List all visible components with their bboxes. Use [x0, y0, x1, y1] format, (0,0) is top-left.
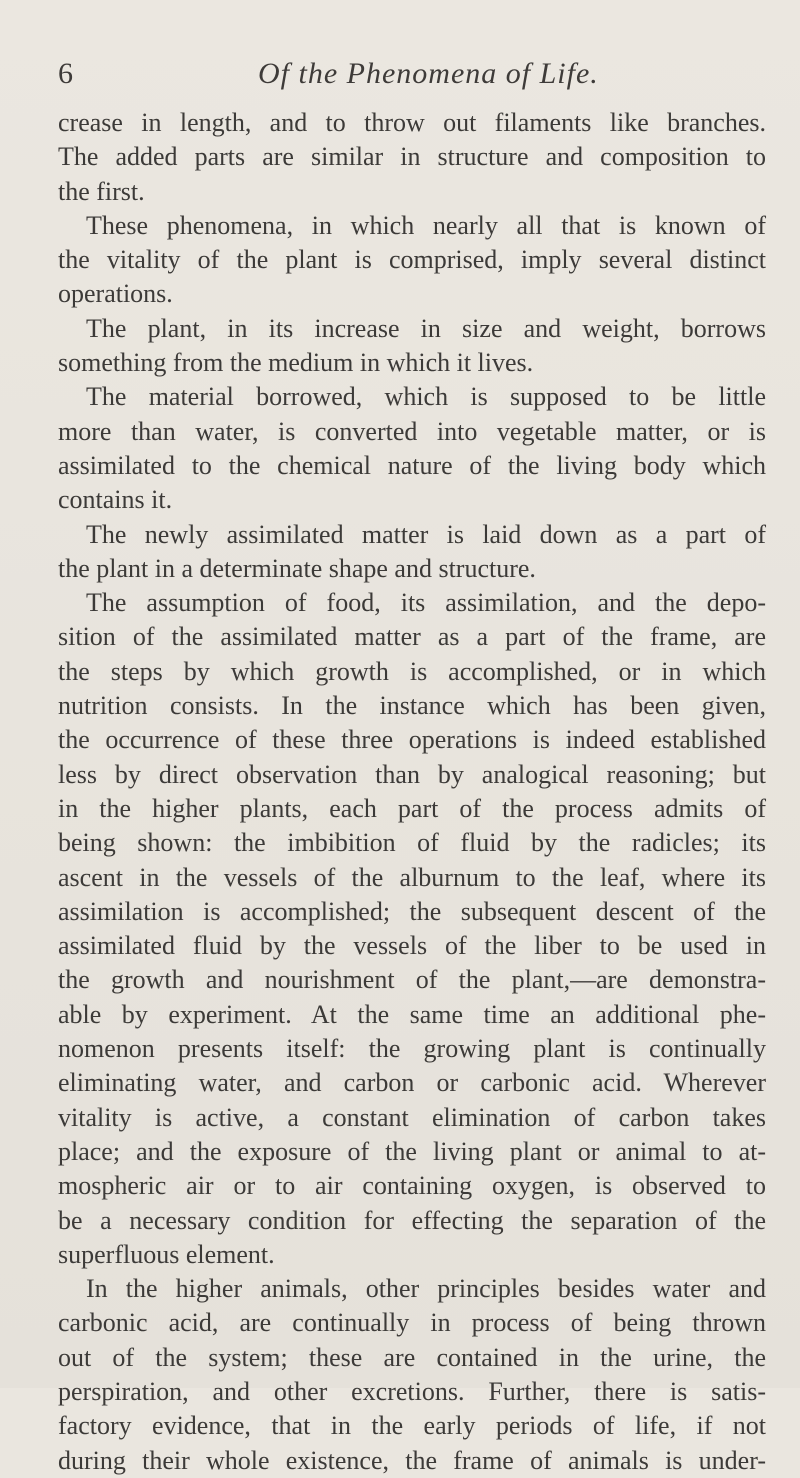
text-line: nomenon presents itself: the growing plant is continually: [58, 1034, 766, 1064]
text-line: be a necessary condition for effecting the separation of the: [58, 1205, 766, 1235]
text-line: the first.: [58, 176, 145, 206]
text-line: In the higher animals, other principles besides water and: [86, 1274, 766, 1304]
text-line: The material borrowed, which is supposed to be little: [86, 382, 766, 412]
text-line: place; and the exposure of the living plant or animal to at-: [58, 1136, 766, 1166]
text-line: more than water, is converted into vegetable matter, or is: [58, 416, 766, 446]
text-line: crease in length, and to throw out filaments like branches.: [58, 108, 766, 137]
text-line: mospheric air or to air containing oxygen, is observed to: [58, 1171, 766, 1201]
text-line: nutrition consists. In the instance which has been given,: [58, 691, 766, 721]
text-line: the vitality of the plant is comprised, imply several distinct: [58, 245, 766, 275]
text-line: factory evidence, that in the early periods of life, if not: [58, 1411, 766, 1441]
text-line: superfluous element.: [58, 1239, 275, 1269]
text-line: sition of the assimilated matter as a part of the frame, are: [58, 622, 766, 652]
text-line: the occurrence of these three operations is indeed established: [58, 725, 766, 755]
text-line: in the higher plants, each part of the process admits of: [58, 793, 766, 823]
text-line: assimilated fluid by the vessels of the liber to be used in: [58, 931, 766, 961]
text-line: The plant, in its increase in size and weight, borrows: [86, 313, 766, 343]
text-line: during their whole existence, the frame of animals is under-: [58, 1445, 766, 1475]
text-line: eliminating water, and carbon or carbonic acid. Wherever: [58, 1068, 766, 1098]
page-title: Of the Phenomena of Life.: [258, 57, 599, 90]
text-line: The newly assimilated matter is laid down as a part of: [86, 519, 766, 549]
text-line: These phenomena, in which nearly all that is known of: [86, 210, 766, 240]
text-line: contains it.: [58, 485, 173, 515]
text-line: the steps by which growth is accomplished, or in which: [58, 656, 766, 686]
text-line: something from the medium in which it lives.: [58, 348, 534, 378]
page-number: 6: [58, 57, 73, 90]
text-line: the plant in a determinate shape and structure.: [58, 553, 536, 583]
running-head: [58, 44, 758, 104]
text-line: able by experiment. At the same time an additional phe-: [58, 999, 766, 1029]
text-line: carbonic acid, are continually in process of being thrown: [58, 1308, 766, 1338]
text-line: perspiration, and other excretions. Further, there is satis-: [58, 1376, 766, 1406]
text-line: operations.: [58, 279, 173, 309]
text-line: vitality is active, a constant elimination of carbon takes: [58, 1102, 766, 1132]
text-line: the growth and nourishment of the plant,—are demonstra-: [58, 965, 766, 995]
text-line: less by direct observation than by analogical reasoning; but: [58, 759, 766, 789]
text-line: assimilated to the chemical nature of the living body which: [58, 450, 766, 480]
text-line: The assumption of food, its assimilation, and the depo-: [86, 588, 766, 618]
text-line: out of the system; these are contained in the urine, the: [58, 1342, 766, 1372]
text-line: ascent in the vessels of the alburnum to the leaf, where its: [58, 862, 766, 892]
text-line: being shown: the imbibition of fluid by the radicles; its: [58, 828, 766, 858]
text-line: assimilation is accomplished; the subsequent descent of the: [58, 896, 766, 926]
body-text: [58, 106, 766, 1478]
text-line: The added parts are similar in structure and composition to: [58, 142, 766, 172]
